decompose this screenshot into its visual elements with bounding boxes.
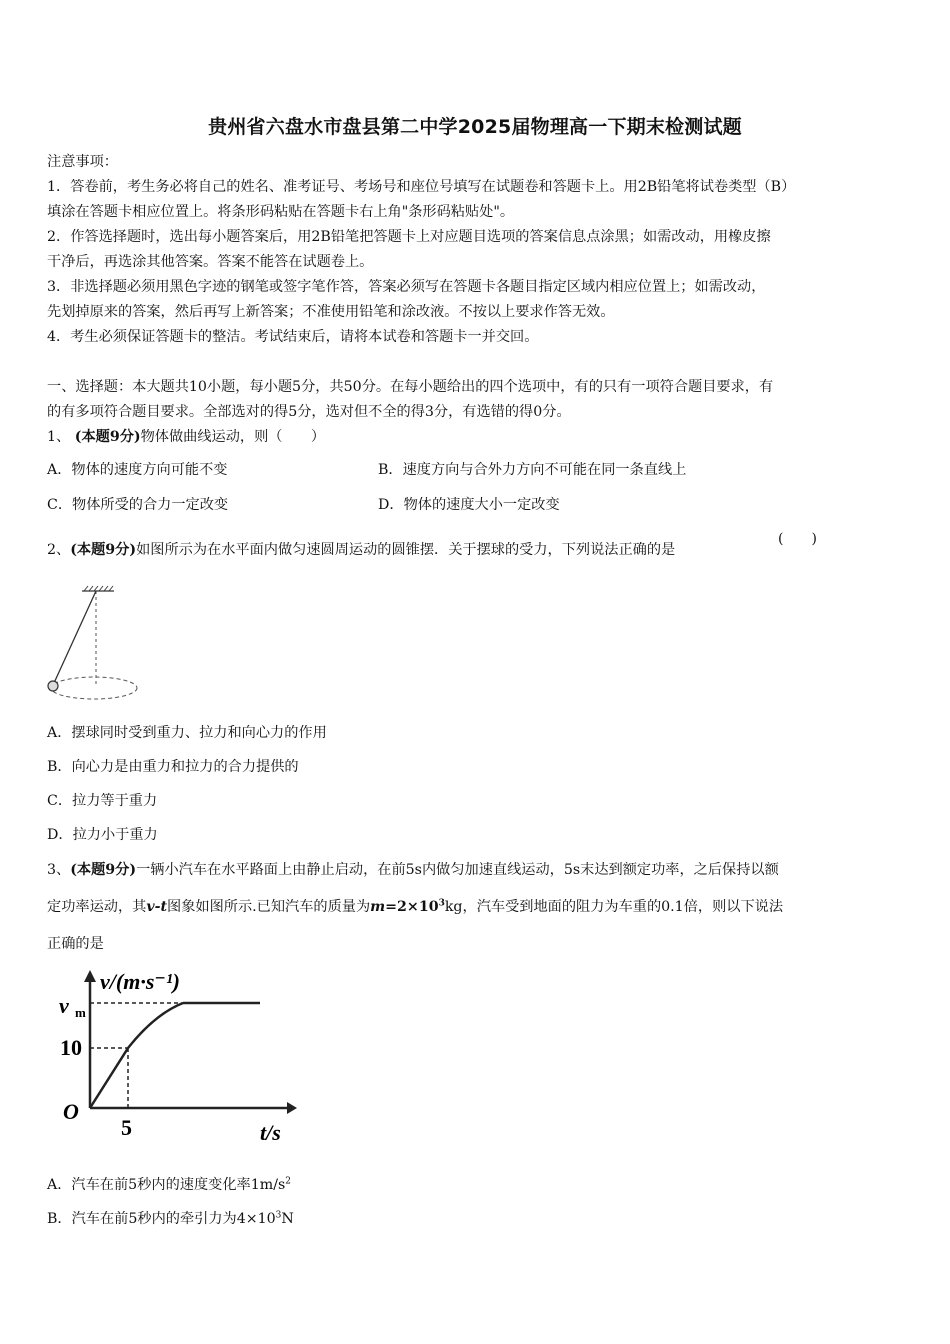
section-instructions: 的有多项符合题目要求。全部选对的得5分，选对但不全的得3分，有选错的得0分。 <box>47 404 571 420</box>
y-tick-label-vm: v <box>59 993 69 1018</box>
y-tick-label-vm-sub: m <box>75 1005 86 1020</box>
question-text: kg，汽车受到地面的阻力为车重的0.1倍，则以下说法 <box>444 899 784 915</box>
origin-label: O <box>63 1099 79 1124</box>
mass-value: =2×10 <box>385 899 439 915</box>
notice-line: 先划掉原来的答案，然后再写上新答案；不准使用铅笔和涂改液。不按以上要求作答无效。 <box>47 304 615 320</box>
series-linear-segment <box>90 1048 128 1108</box>
q1-option-a[interactable]: A．物体的速度方向可能不变 <box>47 462 228 478</box>
q3-option-b[interactable] <box>47 1210 294 1228</box>
question-text: 图象如图所示.已知汽车的质量为 <box>167 899 371 915</box>
x-axis-arrow <box>287 1102 297 1114</box>
q2-option-d[interactable]: D．拉力小于重力 <box>47 827 158 843</box>
series-curve-segment <box>128 1003 183 1048</box>
question-text: 定功率运动，其 <box>47 899 147 915</box>
question-text: 一辆小汽车在水平路面上由静止启动，在前5s内做匀加速直线运动，5s末达到额定功率，之后保持以额 <box>136 862 779 878</box>
question-3-stem-3: 正确的是 <box>47 936 104 952</box>
q1-option-d[interactable]: D．物体的速度大小一定改变 <box>378 497 560 513</box>
notice-heading: 注意事项： <box>47 154 118 170</box>
question-2-stem <box>47 541 675 559</box>
option-unit: N <box>281 1211 294 1227</box>
question-3-stem-2 <box>47 898 783 916</box>
q1-option-c[interactable]: C．物体所受的合力一定改变 <box>47 497 229 513</box>
exponent: 3 <box>438 898 445 909</box>
y-axis-arrow <box>84 970 96 982</box>
question-3-stem <box>47 861 779 879</box>
x-tick-label: 5 <box>121 1115 132 1140</box>
notice-line: 2．作答选择题时，选出每小题答案后，用2B铅笔把答题卡上对应题目选项的答案信息点涂黑；如需改动，用橡皮擦 <box>47 229 771 245</box>
q2-option-a[interactable]: A．摆球同时受到重力、拉力和向心力的作用 <box>47 725 327 741</box>
q1-option-b[interactable]: B．速度方向与合外力方向不可能在同一条直线上 <box>378 462 687 478</box>
notice-line: 干净后，再选涂其他答案。答案不能答在试题卷上。 <box>47 254 374 270</box>
question-score: (本题9分) <box>70 862 137 878</box>
vt-graph <box>55 962 305 1147</box>
vt-symbol: v-t <box>146 899 168 915</box>
question-text: 物体做曲线运动，则（ ） <box>140 429 326 445</box>
question-number: 1、 <box>47 429 71 445</box>
y-axis-label: v/(m·s⁻¹) <box>100 969 180 994</box>
answer-paren: ( ) <box>778 531 817 547</box>
exponent: 3 <box>275 1210 282 1221</box>
page-title: 贵州省六盘水市盘县第二中学2025届物理高一下期末检测试题 <box>208 116 742 138</box>
question-number: 2、 <box>47 542 71 558</box>
q2-option-b[interactable]: B．向心力是由重力和拉力的合力提供的 <box>47 759 299 775</box>
question-1-stem <box>47 428 325 446</box>
option-text: B．汽车在前5秒内的牵引力为4×10 <box>47 1211 276 1227</box>
q2-option-c[interactable]: C．拉力等于重力 <box>47 793 158 809</box>
mass-symbol: m <box>370 899 386 915</box>
question-score: (本题9分) <box>70 542 137 558</box>
notice-line: 3．非选择题必须用黑色字迹的钢笔或签字笔作答，答案必须写在答题卡各题目指定区域内相应位置上；如需改动， <box>47 279 766 295</box>
section-instructions: 一、选择题：本大题共10小题，每小题5分，共50分。在每小题给出的四个选项中，有的只有一项符合题目要求，有 <box>47 379 774 395</box>
notice-line: 1．答卷前，考生务必将自己的姓名、准考证号、考场号和座位号填写在试题卷和答题卡上。用2B铅笔将试卷类型（B） <box>47 179 796 195</box>
question-number: 3、 <box>47 862 71 878</box>
x-axis-label: t/s <box>260 1120 281 1145</box>
notice-line: 填涂在答题卡相应位置上。将条形码粘贴在答题卡右上角"条形码粘贴处"。 <box>47 204 515 220</box>
question-score: (本题9分) <box>74 429 141 445</box>
y-tick-label-10: 10 <box>60 1035 82 1060</box>
question-text: 如图所示为在水平面内做匀速圆周运动的圆锥摆．关于摆球的受力，下列说法正确的是 <box>136 542 676 558</box>
conical-pendulum-figure <box>44 585 144 705</box>
exponent: 2 <box>285 1176 291 1187</box>
q3-option-a[interactable] <box>47 1176 291 1194</box>
notice-line: 4．考生必须保证答题卡的整洁。考试结束后，请将本试卷和答题卡一并交回。 <box>47 329 539 345</box>
option-text: A．汽车在前5秒内的速度变化率1m/s <box>47 1177 286 1193</box>
